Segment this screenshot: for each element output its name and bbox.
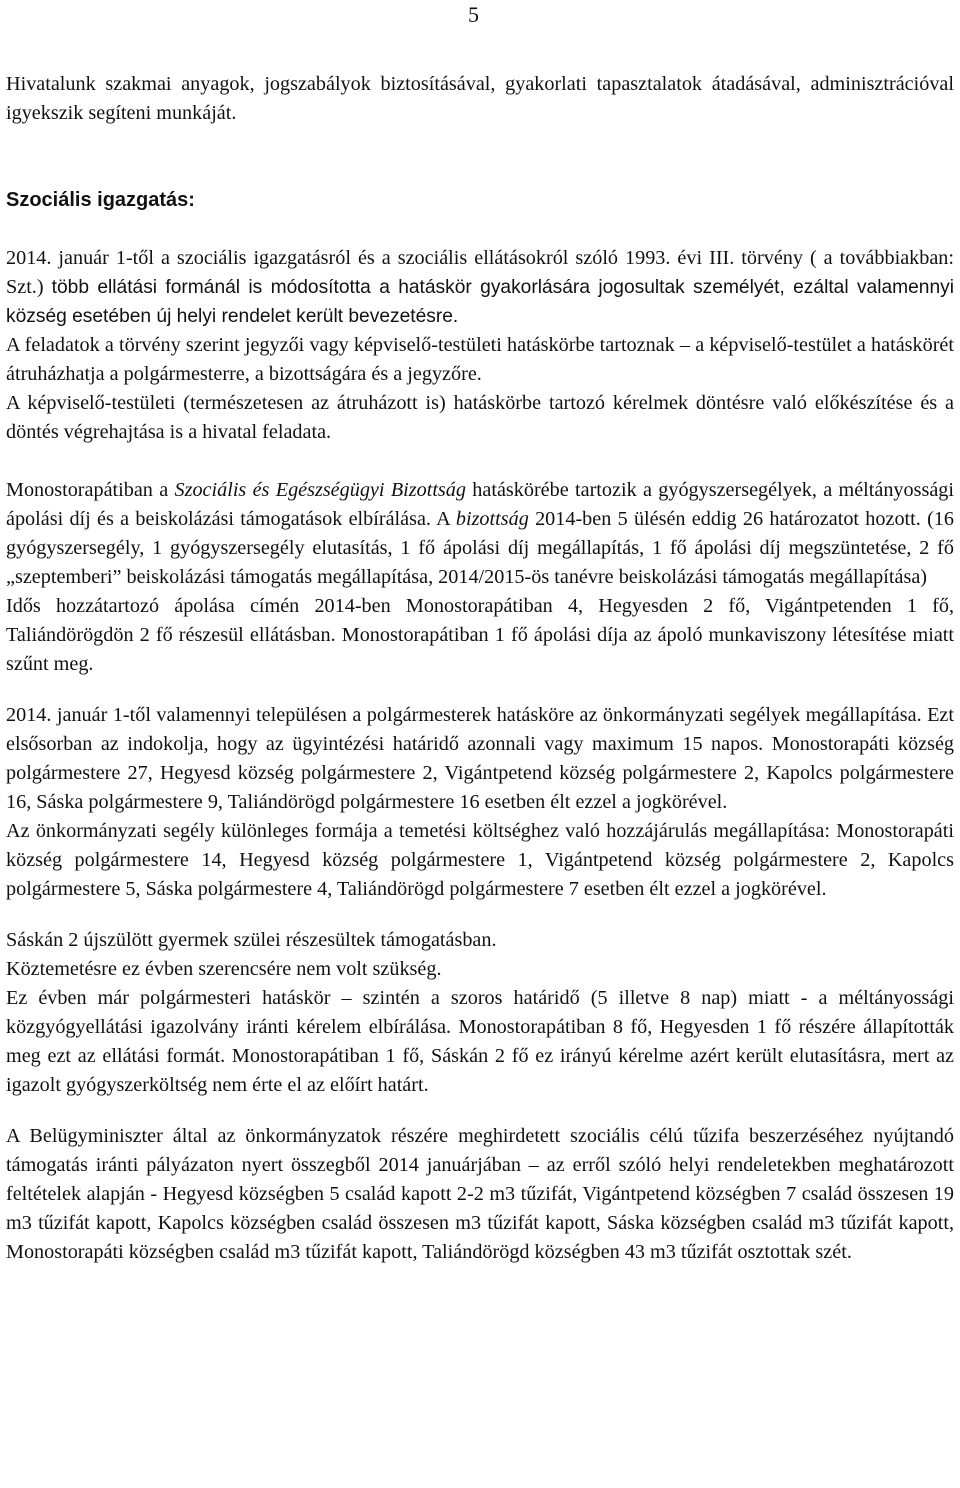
committee-paragraph bbox=[6, 476, 954, 592]
committee-text-e: 2014-ben 5 ülésén eddig 26 határozatot hozott. (16 gyógyszersegély, 1 gyógyszersegély elutasítás, 1 fő ápolási díj megállapítás, 1 fő ápolási díj megszüntetése, 2 fő „szeptemberi” beiskolázási támogatás megállapítása, 2014/2015-ös tanévre beiskolázási támogatás megállapítása) bbox=[6, 508, 954, 588]
spacer bbox=[6, 904, 954, 926]
health-card-paragraph: Ez évben már polgármesteri hatáskör – szintén a szoros határidő (5 illetve 8 nap) miatt - a méltányossági közgyógyellátási igazolvány iránti kérelem elbírálása. Monostorapátiban 8 fő, Hegyesden 1 fő részére állapították meg ezt az ellátási formát. Monostorapátiban 1 fő, Sáskán 2 fő ez irányú kérelme azért került elutasításra, mert az igazolt gyógyszerköltség nem érte el az előírt határt. bbox=[6, 987, 954, 1096]
committee-word: bizottság bbox=[455, 508, 529, 530]
law-change-paragraph bbox=[6, 244, 954, 331]
intro-paragraph: Hivatalunk szakmai anyagok, jogszabályok biztosításával, gyakorlati tapasztalatok átadásával, adminisztrációval igyekszik segíteni munkáját. bbox=[6, 73, 954, 124]
spacer bbox=[6, 679, 954, 701]
committee-name: Szociális és Egészségügyi Bizottság bbox=[174, 479, 466, 501]
spacer bbox=[6, 215, 954, 244]
law-change-text-b: több ellátási formánál is módosította a hatáskör gyakorlására jogosultak személyét, ezáltal valamennyi község esetében új helyi rendelet került bevezetésre. bbox=[6, 277, 954, 327]
authority-paragraph: A feladatok a törvény szerint jegyzői vagy képviselő-testületi hatáskörbe tartoznak – a képviselő-testület a hatáskörét átruházhatja a polgármesterre, a bizottságára és a jegyzőre. bbox=[6, 334, 954, 385]
committee-text-c: hatáskörébe tartozik a gyógyszersegélyek, a méltányossági ápolási díj és a beiskolázási támogatások elbírálása. A bbox=[6, 479, 954, 530]
document-body bbox=[6, 70, 954, 1267]
spacer bbox=[6, 1100, 954, 1122]
mayor-authority-paragraph: 2014. január 1-től valamennyi településen a polgármesterek hatásköre az önkormányzati segélyek megállapítása. Ezt elsősorban az indokolja, hogy az ügyintézési határidő azonnali vagy maximum 15 napos. Monostorapáti község polgármestere 27, Hegyesd község polgármestere 2, Vigántpetend község polgármestere 2, Kapolcs polgármestere 16, Sáska polgármestere 9, Taliándörögd polgármestere 16 esetben élt ezzel a jogkörével. bbox=[6, 704, 954, 813]
spacer bbox=[6, 128, 954, 157]
committee-text-a: Monostorapátiban a bbox=[6, 479, 175, 501]
law-change-text-a: 2014. január 1-től a szociális igazgatásról és a szociális ellátásokról szóló 1993. évi III. törvény ( a továbbiakban: Szt.) bbox=[6, 247, 954, 298]
public-funeral-paragraph: Köztemetésre ez évben szerencsére nem volt szükség. bbox=[6, 958, 442, 980]
spacer bbox=[6, 157, 954, 186]
spacer bbox=[6, 447, 954, 476]
care-allowance-paragraph: Idős hozzátartozó ápolása címén 2014-ben Monostorapátiban 4, Hegyesden 2 fő, Vigántpetenden 1 fő, Taliándörögdön 2 fő részesül ellátásban. Monostorapátiban 1 fő ápolási díja az ápoló munkaviszony létesítése miatt szűnt meg. bbox=[6, 595, 954, 675]
funeral-support-paragraph: Az önkormányzati segély különleges formája a temetési költséghez való hozzájárulás megállapítása: Monostorapáti község polgármestere 14, Hegyesd község polgármestere 1, Vigántpetend község polgármestere 2, Kapolcs polgármestere 5, Sáska polgármestere 4, Taliándörögd polgármestere 7 esetben élt ezzel a jogkörével. bbox=[6, 820, 954, 900]
firewood-paragraph: A Belügyminiszter által az önkormányzatok részére meghirdetett szociális célú tűzifa beszerzéséhez nyújtandó támogatás iránti pályázaton nyert összegből 2014 januárjában – az erről szóló helyi rendeletekben meghatározott feltételek alapján - Hegyesd községben 5 család kapott 2-2 m3 tűzifát, Vigántpetend községben 7 család összesen 19 m3 tűzifát kapott, Kapolcs községben család összesen m3 tűzifát kapott, Sáska községben család m3 tűzifát kapott, Monostorapáti községben család m3 tűzifát kapott, Taliándörögd községben 43 m3 tűzifát osztottak szét. bbox=[6, 1125, 954, 1263]
preparation-paragraph: A képviselő-testületi (természetesen az átruházott is) hatáskörbe tartozó kérelmek döntésre való előkészítése és a döntés végrehajtása is a hivatal feladata. bbox=[6, 392, 954, 443]
page-number: 5 bbox=[468, 2, 479, 27]
newborn-paragraph: Sáskán 2 újszülött gyermek szülei részesültek támogatásban. bbox=[6, 929, 497, 951]
section-heading: Szociális igazgatás: bbox=[6, 189, 195, 211]
